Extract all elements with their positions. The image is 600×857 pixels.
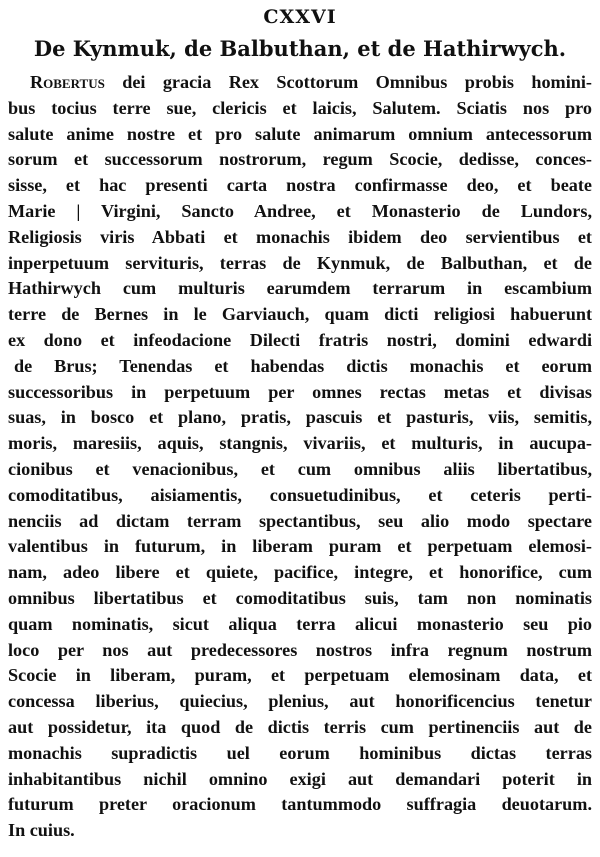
text-line: monachis supradictis uel eorum hominibus dictas terras xyxy=(8,742,592,763)
charter-text xyxy=(8,70,592,844)
text-line: comoditatibus, aisiamentis, consuetudinibus, et ceteris perti- xyxy=(8,484,592,505)
text-line: Marie | Virgini, Sancto Andree, et Monasterio de Lundors, xyxy=(8,200,592,221)
text-line: de Brus; Tenendas et habendas dictis monachis et eorum xyxy=(14,355,592,376)
text-line: cionibus et venacionibus, et cum omnibus aliis libertatibus, xyxy=(8,458,592,479)
text-line: salute anime nostre et pro salute animarum omnium antecessorum xyxy=(8,123,592,144)
text-line: bus tocius terre sue, clericis et laicis, Salutem. Sciatis nos pro xyxy=(8,97,592,118)
text-line xyxy=(8,70,592,96)
text-line: terre de Bernes in le Garviauch, quam dicti religiosi habuerunt xyxy=(8,304,592,325)
charter-title: De Kynmuk, de Balbuthan, et de Hathirwych. xyxy=(33,36,567,61)
text-line: sorum et successorum nostrorum, regum Scocie, dedisse, conces- xyxy=(8,149,592,170)
text-line: inperpetuum servituris, terras de Kynmuk, de Balbuthan, et de xyxy=(8,252,592,273)
text-line: nam, adeo libere et quiete, pacifice, integre, et honorifice, cum xyxy=(8,562,592,583)
text-line: quam nominatis, sicut aliqua terra alicui monasterio seu pio xyxy=(8,613,592,634)
text-line: Religiosis viris Abbati et monachis ibidem deo servientibus et xyxy=(8,226,592,247)
text-line: moris, maresiis, aquis, stangnis, vivariis, et multuris, in aucupa- xyxy=(8,433,592,454)
text-line: nenciis ad dictam terram spectantibus, seu alio modo spectare xyxy=(8,510,592,531)
text-line: Scocie in liberam, puram, et perpetuam elemosinam data, et xyxy=(8,665,592,686)
text-line: Hathirwych cum multuris earumdem terrarum in escambium xyxy=(8,278,592,299)
opening-word: Robertus xyxy=(30,72,105,92)
first-line-rest: dei gracia Rex Scottorum Omnibus probis homini- xyxy=(122,72,592,92)
text-line: inhabitantibus nichil omnino exigi aut demandari poterit in xyxy=(8,768,592,789)
charter-number: CXXVI xyxy=(263,6,337,28)
text-line: ex dono et infeodacione Dilecti fratris nostri, domini edwardi xyxy=(8,329,592,350)
text-line: valentibus in futurum, in liberam puram et perpetuam elemosi- xyxy=(8,536,592,557)
text-line: loco per nos aut predecessores nostros infra regnum nostrum xyxy=(8,639,592,660)
text-line: In cuius. xyxy=(8,820,75,841)
text-line: futurum preter oracionum tantummodo suffragia deuotarum. xyxy=(8,794,592,815)
text-line: concessa liberius, quiecius, plenius, aut honorificencius tenetur xyxy=(8,691,592,712)
text-line: suas, in bosco et plano, pratis, pascuis et pasturis, viis, semitis, xyxy=(8,407,592,428)
text-line: sisse, et hac presenti carta nostra confirmasse deo, et beate xyxy=(8,175,592,196)
text-line: aut possidetur, ita quod de dictis terris cum pertinenciis aut de xyxy=(8,716,592,737)
text-line: omnibus libertatibus et comoditatibus suis, tam non nominatis xyxy=(8,587,592,608)
text-line: successoribus in perpetuum per omnes rectas metas et divisas xyxy=(8,381,592,402)
